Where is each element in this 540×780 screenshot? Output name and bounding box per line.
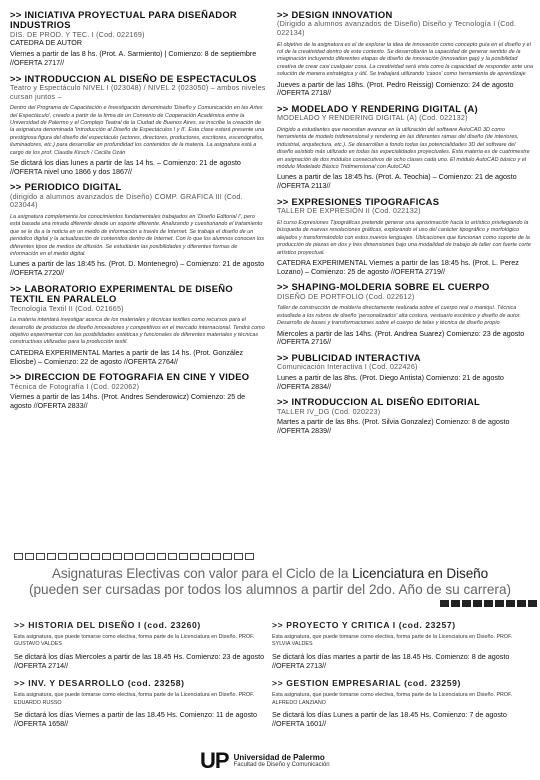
course-code: TALLER DE EXPRESIÓN II (Cod. 022132): [277, 206, 421, 216]
banner-heading: Asignaturas Electivas con valor para el Ciclo de la Licenciatura en Diseño: [51, 566, 489, 581]
elective-description: Esta asignatura, que puede tomarse como electiva, forma parte de la Licenciatura en Diseño. PROF. GUSTAVO VALDES: [14, 634, 255, 648]
university-name: Universidad de Palermo: [233, 753, 325, 762]
course-section: [10, 10, 266, 68]
course-section: [10, 284, 266, 366]
course-schedule: Martes a partir de las 8hs. (Prot. Silvia Gonzalez) Comienzo: 8 de agosto //OFERTA 2839//: [277, 417, 510, 436]
elective-description: Esta asignatura, que puede tomarse como electiva, forma parte de la Licenciatura en Diseño. PROF. ALFREDO LANZIANO: [272, 692, 513, 706]
course-section: [277, 282, 533, 347]
course-title: >> MODELADO Y RENDERING DIGITAL (A): [277, 103, 478, 115]
course-code: (dirigido a alumnos avanzados de Diseño) COMP. GRAFICA III (Cod. 023044): [10, 191, 243, 210]
course-schedule: Lunes a partir de las 18:45 hs. (Prot. A. Teochia) – Comienzo: 21 de agosto //OFERTA 2113//: [277, 172, 517, 191]
course-description: Dentro del Programa de Capacitación e Investigación denominado 'Diseño y Comunicación en las Artes del Espectáculo', creado a partir de la firma de un Convenio de Cooperación Académica entre la Universidad de Palermo y el Complejo Teatral de la Ciudad de Buenos Aires, se inscribe la creación de la asignatura denominada 'Introducción al Diseño de Espectáculos I y II'. Esta clase estará presente una prestigiosa figura del diseño del espectáculo (actores, directores, productores, escritores, escenógrafos, iluminadores, etc.) para desarrollar en profundidad los contenidos de la materia. La asignatura está a cargo de los prof. Claudia Kirsch / Cecilia Ozán: [10, 105, 265, 156]
elective-title: >> GESTION EMPRESARIAL (cod. 23259): [272, 678, 461, 689]
elective-title: >> HISTORIA DEL DISEÑO I (cod. 23260): [14, 620, 201, 630]
course-schedule: Jueves a partir de las 18hs. (Prot. Pedro Reissig) Comienzo: 24 de agosto //OFERTA 2718//: [277, 79, 514, 98]
course-description: Taller de construcción de moldería directamente realizada sobre el cuerpo real o maniquí. Técnica estudiada a los rubros de diseño 'personalizados' alta costura, vestuario escénico y diseño de autor. Desarrollo de bases y transformaciones sobre el cuerpo de telas y técnica de diseño propio: [277, 305, 521, 327]
course-title: >> PUBLICIDAD INTERACTIVA: [277, 351, 421, 363]
course-description: La asignatura complementa los conocimientos fundamentales trabajados en 'Diseño Editorial I', pero está basada una mirada diferente desde un soporte diferente. Analizando y cuestionando el tratamiento que se le da a la noticia en un medio de información a través de Internet. Se trabaja el diseño de un periódico digital y la actualización de contenidos dentro de Internet. Con lo que los alumnos conocen los diferentes tipos de medios de difusión. Se estudiarán las posibilidades y diferentes formas de información en el medio digital.: [10, 213, 264, 257]
decorative-squares-bottom: [440, 600, 537, 607]
right-column: [277, 10, 533, 442]
elective-title: >> PROYECTO Y CRITICA I (cod. 23257): [272, 620, 456, 630]
banner-highlight: Licenciatura en Diseño: [351, 566, 489, 581]
course-schedule: CATEDRA EXPERIMENTAL Martes a partir de las 14 hs. (Prot. González Eliosbe) – Comienzo: 22 de agosto //OFERTA 2764//: [10, 347, 244, 366]
faculty-name: Facultad de Diseño y Comunicación: [233, 762, 330, 768]
course-schedule: Lunes a partir de las 18:45 hs. (Prot. D. Montenegro) – Comienzo: 21 de agosto //OFERTA 2720//: [10, 259, 265, 278]
course-title: >> INTRODUCCION AL DISEÑO DE ESPECTACULOS: [10, 72, 257, 84]
course-title: >> INTRODUCCION AL DISEÑO EDITORIAL: [277, 396, 481, 408]
course-code: MODELADO Y RENDERING DIGITAL (A) (Cod. 022132): [277, 113, 468, 123]
course-section: [277, 10, 533, 98]
course-schedule: Miercoles a partir de las 14hs. (Prot. Andrea Suarez) Comienzo: 23 de agosto //OFERTA 2716//: [277, 328, 525, 347]
licenciatura-banner: [0, 566, 540, 598]
course-section: [277, 397, 533, 435]
course-description: Dirigido a estudiantes que necesitan avanzar en la utilización del software AutoCAD 3D como herramienta de modelo tridimensional y rendering en las diferentes ramas del diseño (de interiores, industrial, arquitectura, etc.). Se desarrollan a fondo todas las potencialidades 3D del software del diseño asistido más utilizado en todas las especialidades proyectuales. Esta materia es de cuatrimestre en asignación de dos módulos consecutivos de ocho clases cada uno. El módulo AutoCAD básico y el módulo Modelado Básico Tridimensional con AutoCAD: [277, 127, 530, 171]
course-code: Técnica de Fotografía I (Cod. 022062): [10, 381, 140, 391]
elective-description: Esta asignatura, que puede tomarse como electiva, forma parte de la Licenciatura en Diseño. PROF. SYLVIA VALDES: [272, 634, 513, 648]
course-code: Teatro y Espectáculo NIVEL I (023048) / NIVEL 2 (023050) – ambos niveles cursan juntos –: [10, 82, 266, 101]
course-section: [277, 104, 533, 191]
course-schedule: Se dictará los dias lunes a partir de las 14 hs. – Comienzo: 21 de agosto //OFERTA nivel uno 1866 y dos 1867//: [10, 157, 241, 176]
elective-schedule: Se dictará los días Lunes a partir de las 18.45 Hs. Comienzo: 7 de agosto //OFERTA 1601//: [272, 710, 507, 728]
course-code: (Dirigido a alumnos avanzados de Diseño) Diseño y Tecnología I (Cod. 022134): [277, 19, 517, 37]
course-code: Tecnología Textil II (Cod. 021665): [10, 303, 124, 313]
course-schedule: Viernes a partir de las 14hs. (Prot. Andres Senderowicz) Comienzo: 25 de agosto //OFERTA 2833//: [10, 392, 246, 410]
elective-section: [272, 620, 524, 670]
elective-description: Esta asignatura, que puede tomarse como electiva, forma parte de la Licenciatura en Diseño. PROF. EDUARDO RUSSO: [14, 692, 255, 706]
course-schedule: CATEDRA EXPERIMENTAL Viernes a partir de las 18:45 hs. (Prot. L. Perez Lozano) – Comienzo: 25 de agosto //OFERTA 2719//: [277, 257, 519, 276]
bottom-left-column: [14, 620, 266, 736]
left-column: [10, 10, 266, 417]
course-section: [10, 182, 266, 277]
course-title: >> DESIGN INNOVATION: [277, 9, 393, 20]
elective-title: >> INV. Y DESARROLLO (cod. 23258): [14, 678, 185, 689]
elective-schedule: Se dictará los días Miercoles a partir de las 18.45 Hs. Comienzo: 23 de agosto //OFERTA 2714//: [14, 651, 265, 670]
university-logo: [200, 750, 330, 772]
course-title: >> DIRECCION DE FOTOGRAFIA EN CINE Y VIDEO: [10, 371, 250, 383]
course-title: >> INICIATIVA PROYECTUAL PARA DISEÑADOR INDUSTRIOS: [10, 9, 237, 31]
course-code: Comunicación Interactiva I (Cod. 022426): [277, 362, 418, 372]
bottom-right-column: [272, 620, 524, 736]
course-section: [10, 372, 266, 410]
course-title: >> PERIODICO DIGITAL: [10, 181, 122, 193]
course-title: >> SHAPING-MOLDERIA SOBRE EL CUERPO: [277, 281, 490, 293]
course-description: La materia intentará investigar acerca de los materiales y técnicas textiles como recursos para el desarrollo de productos de diseño innovadores y competitivos en el mercado internacional. Tendrá como objetivo experimentar con las posibilidades estéticas y funcionales de diferentes materiales y técnicas constructivas utilizadas para la producción textil.: [10, 317, 265, 346]
course-description: El objetivo de la asignatura es el de explorar la idea de innovación como concepto guía en el diseño y el rol de la creatividad dentro de este contexto. Se desarrollarán la capacidad de generar sentido de la imaginación incluyendo diferentes etapas de diseño de innovación (innovation gap) y la posibilidad creativa de crear casi cualquier cosa. La creatividad será vista como la capacidad de responder ante una solución de manera estratégica y útil. Se trabajará utilizando 'casos' como herramienta de aprendizaje: [277, 41, 534, 78]
course-section: [10, 74, 266, 177]
course-schedule: Lunes a partir de las 8hs. (Prot. Diego Antista) Comienzo: 21 de agosto //OFERTA 2834//: [277, 372, 504, 391]
course-description: El curso Expresiones Tipográficas pretende generar una aproximación hacia lo artístico privilegiando la búsqueda de nuevas resoluciones gráficas, explorando el uso del carácter tipográfico y morfológico alejados y transformándolo con estos nuevos lenguajes. Ubicaciones que funcionan como soporte de la producción de piezas en dos y tres dimensiones bajo una modalidad de trabajo de taller con fuerte corte artístico proyectual.: [277, 219, 531, 256]
decorative-squares-top: [14, 553, 254, 560]
course-section: [277, 353, 533, 391]
elective-section: [272, 678, 524, 728]
course-code: TALLER IV_DG (Cod. 020223): [277, 406, 381, 416]
elective-schedule: Se dictará los días Viernes a partir de las 18.45 Hs. Comienzo: 11 de agosto //OFERTA 1658//: [14, 710, 258, 728]
up-logo-mark: UP: [200, 748, 229, 773]
elective-schedule: Se dictará los días martes a partir de las 18.45 Hs. Comienzo: 8 de agosto //OFERTA 2713//: [272, 651, 510, 670]
course-title: >> EXPRESIONES TIPOGRAFICAS: [277, 195, 440, 207]
elective-section: [14, 678, 266, 728]
banner-subheading: (pueden ser cursadas por todos los alumnos a partir del 2do. Año de su carrera): [28, 582, 512, 597]
course-section: [277, 197, 533, 276]
course-chair: CATEDRA DE AUTOR: [10, 38, 83, 48]
course-code: DISEÑO DE PORTFOLIO (Cod. 022612): [277, 291, 415, 301]
course-schedule: Viernes a partir de las 8 hs. (Prot. A. Sarmiento) | Comienzo: 8 de septiembre //OFERTA 2717//: [10, 49, 257, 67]
course-title: >> LABORATORIO EXPERIMENTAL DE DISEÑO TEXTIL EN PARALELO: [10, 282, 233, 305]
course-code: DIS. DE PROD. Y TEC. I (Cod. 022169): [10, 29, 145, 39]
elective-section: [14, 620, 266, 670]
